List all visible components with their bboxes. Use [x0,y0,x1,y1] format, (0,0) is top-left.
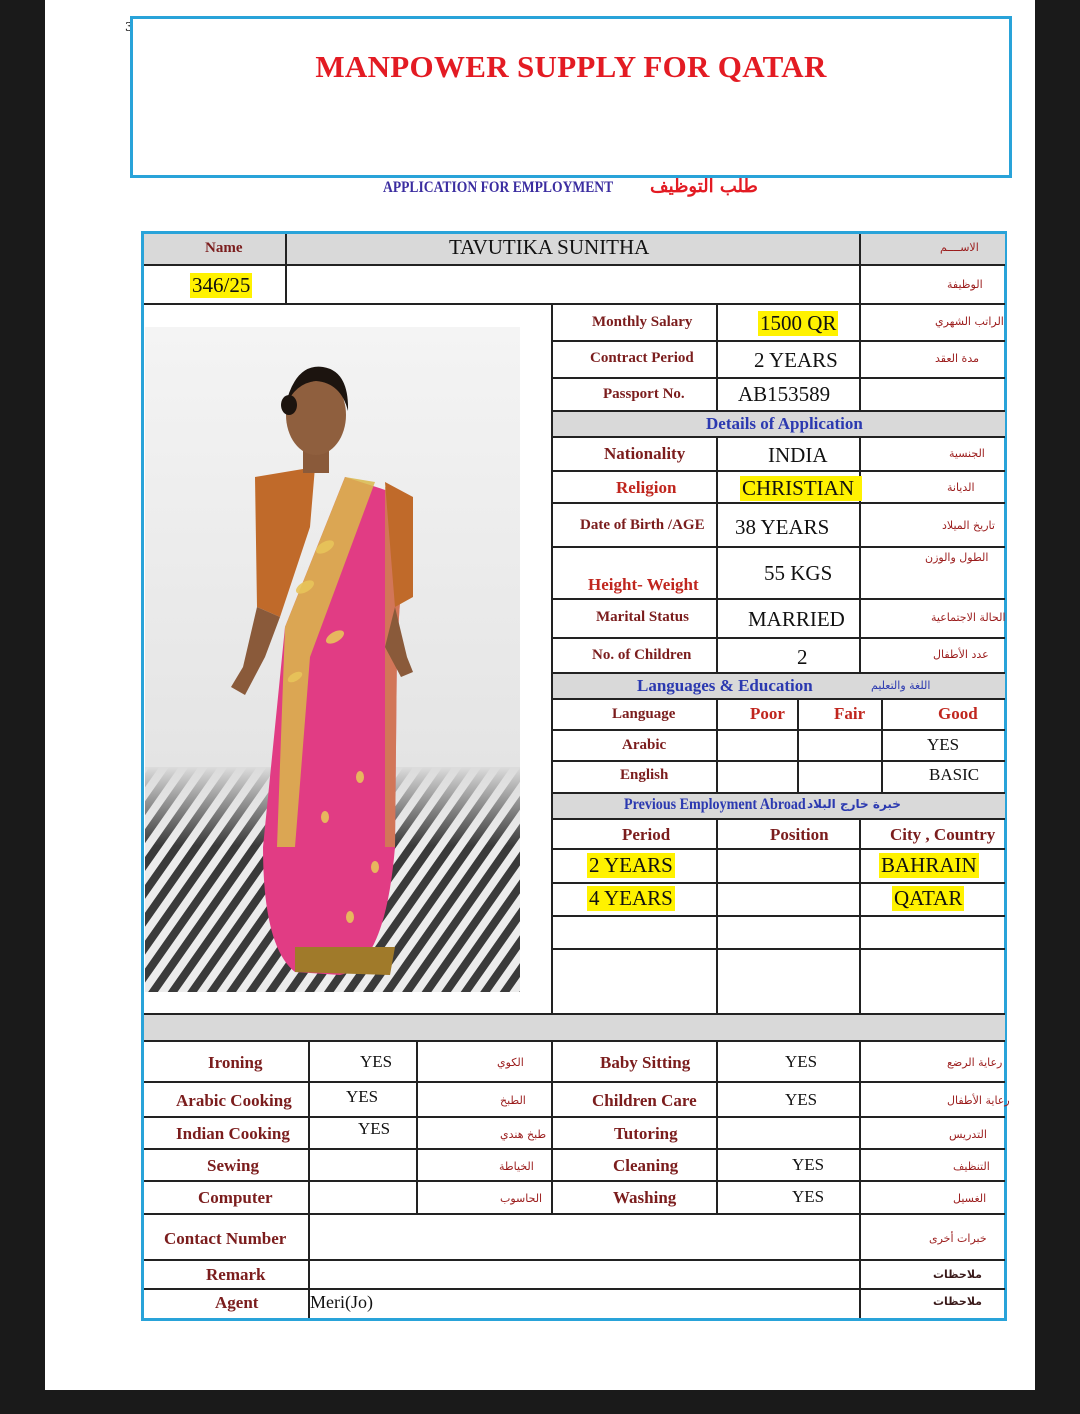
marital-status-label: Marital Status [596,609,689,625]
computer-arabic: الحاسوب [500,1192,543,1205]
header-box [130,16,1012,178]
tutoring-label: Tutoring [614,1124,678,1143]
applicant-name: TAVUTIKA SUNITHA [449,235,650,259]
indian-cooking-label: Indian Cooking [176,1124,290,1143]
employment-period-2: 4 YEARS [589,886,673,910]
indian-cooking-value: YES [358,1119,391,1138]
monthly-salary-value: 1500 QR [760,311,837,335]
baby-sitting-label: Baby Sitting [600,1053,691,1072]
application-form-page [45,0,1035,1390]
marital-status-arabic: الحالة الاجتماعية [931,611,1006,624]
position-col-header: Position [770,825,829,844]
name-label-arabic: الاســــم [940,241,979,254]
height-weight-arabic: الطول والوزن [925,551,989,564]
sewing-label: Sewing [207,1156,259,1175]
tutoring-arabic: التدريس [949,1128,987,1141]
details-heading: Details of Application [706,414,863,433]
dob-age-value: 38 YEARS [735,515,830,539]
contact-arabic: خبرات أخرى [929,1232,987,1245]
monthly-salary-label: Monthly Salary [592,314,693,330]
contact-number-label: Contact Number [164,1229,287,1248]
good-col-header: Good [938,704,978,723]
name-label: Name [205,240,243,256]
reference-label-arabic: الوظيفة [947,278,983,291]
languages-heading-arabic: اللغة والتعليم [871,679,931,692]
baby-sitting-arabic: رعاية الرضع [947,1056,1003,1069]
children-care-label: Children Care [592,1091,697,1110]
ironing-arabic: الكوي [497,1056,524,1069]
cleaning-arabic: التنظيف [953,1160,990,1173]
english-language-label: English [620,767,669,783]
children-value: 2 [797,645,808,669]
dob-age-label: Date of Birth /AGE [580,517,705,533]
children-care-arabic: رعاية الأطفال [947,1094,1010,1107]
poor-col-header: Poor [750,704,785,723]
religion-label: Religion [616,478,677,497]
sewing-arabic: الخياطة [499,1160,534,1173]
monthly-salary-arabic: الراتب الشهري [935,315,1004,328]
arabic-cooking-label: Arabic Cooking [176,1091,292,1110]
passport-value: AB153589 [738,382,831,406]
religion-value: CHRISTIAN [740,476,862,501]
dob-arabic: تاريخ الميلاد [942,519,995,532]
washing-label: Washing [613,1188,677,1207]
fair-col-header: Fair [834,704,866,723]
employment-heading-arabic: خبرة خارج البلاد [807,797,901,811]
corner-mark: 3 [125,20,133,34]
languages-heading: Languages & Education [637,676,813,695]
remark-label: Remark [206,1265,266,1284]
religion-arabic: الديانة [947,481,975,494]
passport-label: Passport No. [603,386,685,402]
children-care-value: YES [785,1090,818,1109]
children-label: No. of Children [592,647,692,663]
agent-label: Agent [215,1293,259,1312]
children-arabic: عدد الأطفال [933,648,989,661]
language-col-header: Language [612,706,676,722]
period-col-header: Period [622,825,671,844]
height-weight-value: 55 KGS [764,561,833,585]
baby-sitting-value: YES [785,1052,818,1071]
reference-number: 346/25 [192,273,251,297]
applicant-photo [145,327,520,992]
arabic-cooking-arabic: الطبخ [500,1094,526,1107]
height-weight-label: Height- Weight [588,575,699,594]
agent-arabic: ملاحظات [933,1295,982,1308]
arabic-good-value: YES [927,735,960,754]
arabic-cooking-value: YES [346,1087,379,1106]
english-good-value: BASIC [929,765,980,784]
form-subtitle-arabic: طلب التوظيف [650,176,758,197]
employment-city-2: QATAR [894,886,963,910]
employment-heading: Previous Employment Abroad [624,796,806,813]
employment-city-1: BAHRAIN [881,853,977,877]
contract-period-label: Contract Period [590,350,694,366]
indian-cooking-arabic: طبخ هندي [500,1128,547,1141]
nationality-label: Nationality [604,444,686,463]
form-title: MANPOWER SUPPLY FOR QATAR [315,49,827,84]
city-country-col-header: City , Country [890,825,996,844]
employment-period-1: 2 YEARS [589,853,673,877]
marital-status-value: MARRIED [748,607,845,631]
washing-value: YES [792,1187,825,1206]
contract-period-value: 2 YEARS [754,348,838,372]
computer-label: Computer [198,1188,273,1207]
form-subtitle: APPLICATION FOR EMPLOYMENT [383,179,614,196]
arabic-language-label: Arabic [622,737,667,753]
agent-value: Meri(Jo) [310,1292,373,1312]
ironing-value: YES [360,1052,393,1071]
contract-period-arabic: مدة العقد [935,352,979,365]
washing-arabic: الغسيل [953,1192,987,1205]
cleaning-label: Cleaning [613,1156,679,1175]
ironing-label: Ironing [208,1053,263,1072]
nationality-value: INDIA [768,443,828,467]
nationality-arabic: الجنسية [949,447,985,460]
cleaning-value: YES [792,1155,825,1174]
skills-band [144,1014,1005,1040]
woman-in-saree-photo-icon [145,327,520,992]
remark-arabic: ملاحظات [933,1268,982,1281]
